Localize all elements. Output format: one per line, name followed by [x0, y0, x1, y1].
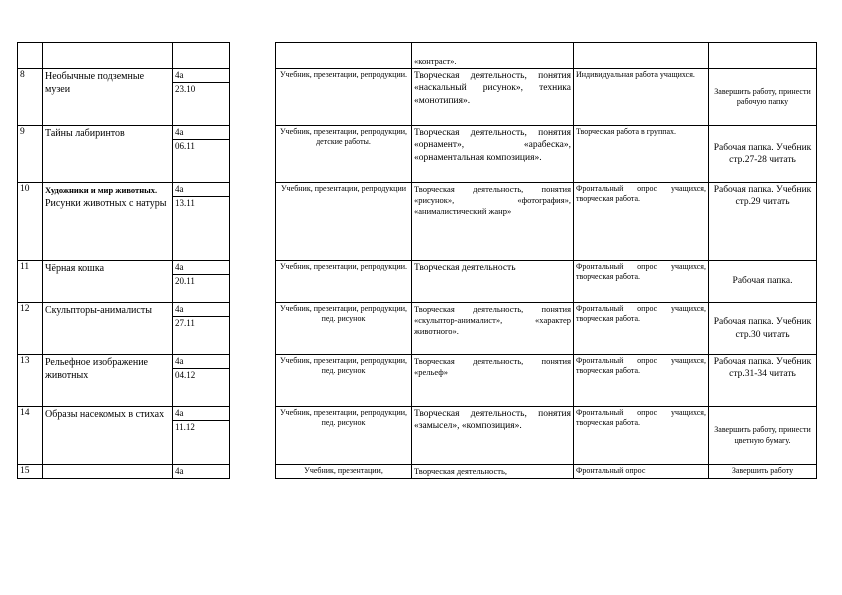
class-label: 4а: [173, 408, 229, 421]
left-table: [17, 42, 230, 479]
table-row: [276, 69, 817, 126]
table-row: [18, 126, 230, 183]
resources-cell: Учебник, презентации, репродукции, пед. рисунок: [276, 355, 412, 407]
work-form-cell: Фронтальный опрос учащихся, творческая работа.: [574, 407, 709, 465]
work-form-cell: Творческая работа в группах.: [574, 126, 709, 183]
resources-cell: Учебник, презентации, репродукции, детские работы.: [276, 126, 412, 183]
lesson-date: 27.11: [175, 317, 195, 328]
lesson-topic: [43, 183, 173, 261]
table-row: [276, 355, 817, 407]
activity-cell: Творческая деятельность,: [412, 465, 574, 479]
row-number: 9: [18, 126, 43, 183]
empty-cell: [43, 43, 173, 69]
table-row: [276, 407, 817, 465]
table-row: [18, 355, 230, 407]
empty-cell: [574, 43, 709, 69]
row-number: 14: [18, 407, 43, 465]
lesson-date: 06.11: [175, 140, 195, 151]
class-date-cell: [173, 355, 230, 407]
table-row: [18, 43, 230, 69]
row-number: 11: [18, 261, 43, 303]
homework-cell: Рабочая папка.: [709, 261, 817, 303]
right-table: [275, 42, 817, 479]
homework-cell: Рабочая папка. Учебник стр.31-34 читать: [709, 355, 817, 407]
lesson-date: 23.10: [175, 83, 196, 94]
class-date-cell: [173, 69, 230, 126]
table-row: [276, 126, 817, 183]
resources-cell: Учебник, презентации, репродукции.: [276, 261, 412, 303]
empty-cell: [173, 43, 230, 69]
activity-cell: Творческая деятельность, понятия «рельеф»: [412, 355, 574, 407]
table-row: [276, 303, 817, 355]
work-form-cell: Фронтальный опрос: [574, 465, 709, 479]
homework-cell: Завершить работу: [709, 465, 817, 479]
homework-cell: Рабочая папка. Учебник стр.30 читать: [709, 303, 817, 355]
table-row: [18, 183, 230, 261]
lesson-topic: Необычные подземные музеи: [43, 69, 173, 126]
lesson-date: 13.11: [175, 197, 195, 208]
lesson-topic: Рельефное изображение животных: [43, 355, 173, 407]
class-date-cell: [173, 261, 230, 303]
empty-cell: [709, 43, 817, 69]
table-row: [18, 303, 230, 355]
lesson-topic: Скульпторы-анималисты: [43, 303, 173, 355]
empty-cell: [276, 43, 412, 69]
work-form-cell: Фронтальный опрос учащихся, творческая работа.: [574, 355, 709, 407]
table-row: [18, 465, 230, 479]
continued-concept: «контраст».: [412, 43, 574, 69]
class-date-cell: [173, 303, 230, 355]
work-form-cell: Фронтальный опрос учащихся, творческая работа.: [574, 261, 709, 303]
resources-cell: Учебник, презентации,: [276, 465, 412, 479]
homework-cell: Завершить работу, принести рабочую папку: [709, 69, 817, 126]
table-row: [276, 261, 817, 303]
homework-cell: Рабочая папка. Учебник стр.27-28 читать: [709, 126, 817, 183]
class-date-cell: [173, 126, 230, 183]
table-row: [18, 69, 230, 126]
lesson-topic-rest: Рисунки животных с натуры: [45, 198, 167, 209]
class-label: 4а: [173, 356, 229, 369]
row-number: 13: [18, 355, 43, 407]
work-form-cell: Индивидуальная работа учащихся.: [574, 69, 709, 126]
row-number: 12: [18, 303, 43, 355]
table-row: [276, 183, 817, 261]
row-number: 8: [18, 69, 43, 126]
resources-cell: Учебник, презентации, репродукции, пед. рисунок: [276, 407, 412, 465]
lesson-date: 04.12: [175, 369, 196, 380]
table-row: [276, 465, 817, 479]
work-form-cell: Фронтальный опрос учащихся, творческая работа.: [574, 303, 709, 355]
class-date-cell: [173, 407, 230, 465]
resources-cell: Учебник, презентации, репродукции.: [276, 69, 412, 126]
activity-cell: Творческая деятельность, понятия «орнамент», «арабеска», «орнаментальная композиция».: [412, 126, 574, 183]
lesson-topic: Чёрная кошка: [43, 261, 173, 303]
lesson-date: 11.12: [175, 421, 195, 432]
class-label: 4а: [173, 304, 229, 317]
class-label: 4а: [173, 262, 229, 275]
homework-cell: Завершить работу, принести цветную бумагу.: [709, 407, 817, 465]
homework-cell: Рабочая папка. Учебник стр.29 читать: [709, 183, 817, 261]
activity-cell: Творческая деятельность, понятия «рисунок», «фотография», «анималистический жанр»: [412, 183, 574, 261]
class-label: 4а: [173, 184, 229, 197]
lesson-topic: Образы насекомых в стихах: [43, 407, 173, 465]
activity-cell: Творческая деятельность, понятия «наскальный рисунок», техника «монотипия».: [412, 69, 574, 126]
activity-cell: Творческая деятельность: [412, 261, 574, 303]
table-row: [18, 261, 230, 303]
lesson-date: 20.11: [175, 275, 195, 286]
empty-cell: [18, 43, 43, 69]
table-row: [18, 407, 230, 465]
table-row: [276, 43, 817, 69]
lesson-topic-bold: Художники и мир животных.: [45, 185, 158, 195]
class-date-cell: [173, 183, 230, 261]
class-label: 4а: [173, 465, 230, 479]
row-number: 15: [18, 465, 43, 479]
resources-cell: Учебник, презентации, репродукции: [276, 183, 412, 261]
work-form-cell: Фронтальный опрос учащихся, творческая работа.: [574, 183, 709, 261]
activity-cell: Творческая деятельность, понятия «скульптор-анималист», «характер животного».: [412, 303, 574, 355]
row-number: 10: [18, 183, 43, 261]
activity-cell: Творческая деятельность, понятия «замысел», «композиция».: [412, 407, 574, 465]
resources-cell: Учебник, презентации, репродукции, пед. рисунок: [276, 303, 412, 355]
lesson-topic: [43, 465, 173, 479]
class-label: 4а: [173, 70, 229, 83]
class-label: 4а: [173, 127, 229, 140]
lesson-topic: Тайны лабиринтов: [43, 126, 173, 183]
